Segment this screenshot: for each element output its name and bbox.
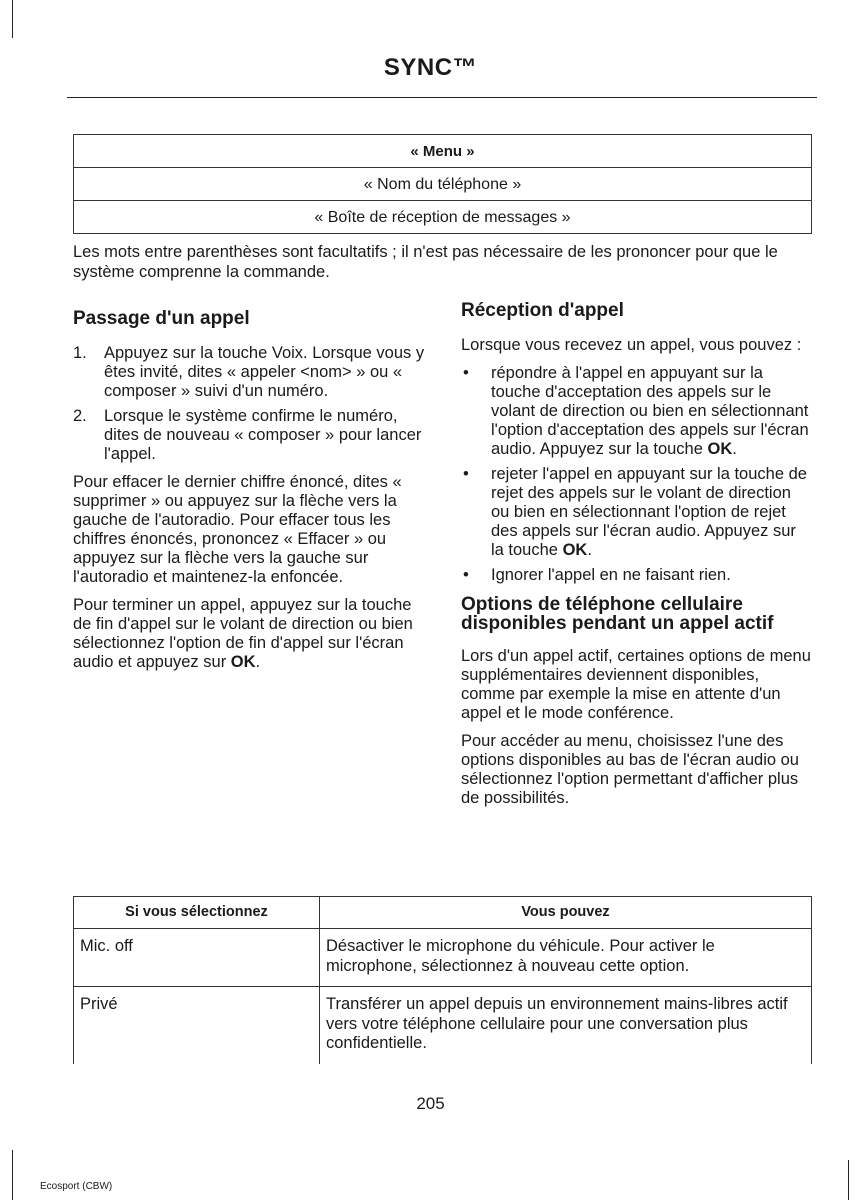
bullet-icon: • <box>463 465 469 483</box>
bullet-icon: • <box>463 364 469 382</box>
steps-list <box>73 344 428 464</box>
crop-mark-top-left <box>12 0 13 38</box>
table-row <box>74 135 812 168</box>
table-cell: « Boîte de réception de messages » <box>74 201 812 234</box>
header-divider <box>67 97 817 98</box>
paragraph-erase-digits: Pour effacer le dernier chiffre énoncé, dites « supprimer » ou appuyez sur la flèche vers la gauche de l'autoradio. Pour effacer tous les chiffres énoncés, prononcez « Effacer » ou appuyez sur la flèche vers la gauche sur l'autoradio et maintenez-la enfoncée. <box>73 473 402 586</box>
list-item: • rejeter l'appel en appuyant sur la touche de rejet des appels sur le volant de direction ou bien en sélectionnant l'option de rejet des appels sur l'écran audio. Appuyez sur la touche OK. <box>463 465 807 559</box>
table-cell: « Menu » <box>74 135 812 168</box>
table-cell: « Nom du téléphone » <box>74 168 812 201</box>
table-row <box>74 929 812 987</box>
left-column <box>73 308 428 681</box>
step-number: 1. <box>73 344 87 362</box>
column-header: Si vous sélectionnez <box>74 897 320 929</box>
list-item: • Ignorer l'appel en ne faisant rien. <box>463 566 731 584</box>
bullet-icon: • <box>463 566 469 584</box>
paragraph-intro: Lorsque vous recevez un appel, vous pouvez : <box>461 336 802 354</box>
crop-mark-bottom-right <box>848 1160 849 1200</box>
list-item <box>73 407 428 464</box>
paragraph-end-call: Pour terminer un appel, appuyez sur la touche de fin d'appel sur le volant de direction ou bien sélectionnez l'option de fin d'appel sur l'écran audio et appuyez sur OK. <box>73 596 413 671</box>
step-text: Lorsque le système confirme le numéro, dites de nouveau « composer » pour lancer l'appel. <box>104 407 422 463</box>
options-table <box>73 896 812 1064</box>
table-cell: Désactiver le microphone du véhicule. Pour activer le microphone, sélectionnez à nouveau cette option. <box>320 929 812 987</box>
table-row <box>74 987 812 1064</box>
right-column <box>461 300 813 817</box>
list-item <box>73 344 428 401</box>
table-header-row <box>74 897 812 929</box>
paragraph-access-menu: Pour accéder au menu, choisissez l'une des options disponibles au bas de l'écran audio ou sélectionnez l'option permettant d'afficher plus de possibilités. <box>461 732 799 807</box>
section-heading-placing-call: Passage d'un appel <box>73 308 250 329</box>
column-header: Vous pouvez <box>320 897 812 929</box>
page-title: SYNC™ <box>383 54 478 81</box>
optional-words-note: Les mots entre parenthèses sont facultatifs ; il n'est pas nécessaire de les prononcer pour que le système comprenne la commande. <box>73 243 778 281</box>
table-row <box>74 201 812 234</box>
paragraph-active-call: Lors d'un appel actif, certaines options de menu supplémentaires deviennent disponibles, comme par exemple la mise en attente d'un appel et le mode conférence. <box>461 647 811 722</box>
table-cell: Privé <box>74 987 320 1064</box>
page-number: 205 <box>416 1094 445 1113</box>
bullet-list <box>461 364 813 585</box>
crop-mark-bottom-left <box>12 1150 13 1200</box>
step-text: Appuyez sur la touche Voix. Lorsque vous y êtes invité, dites « appeler <nom> » ou « composer » suivi d'un numéro. <box>104 344 425 400</box>
table-row <box>74 168 812 201</box>
table-cell: Mic. off <box>74 929 320 987</box>
section-heading-call-options: Options de téléphone cellulaire disponibles pendant un appel actif <box>461 594 774 634</box>
step-number: 2. <box>73 407 87 425</box>
table-cell: Transférer un appel depuis un environnement mains-libres actif vers votre téléphone cellulaire pour une conversation plus confidentielle. <box>320 987 812 1064</box>
voice-command-table <box>73 134 812 234</box>
list-item: • répondre à l'appel en appuyant sur la touche d'acceptation des appels sur le volant de direction ou bien en sélectionnant l'option d'acceptation des appels sur l'écran audio. Appuyez sur la touche OK. <box>463 364 809 458</box>
footer-model: Ecosport (CBW) <box>40 1181 113 1192</box>
section-heading-receiving-call: Réception d'appel <box>461 300 624 321</box>
